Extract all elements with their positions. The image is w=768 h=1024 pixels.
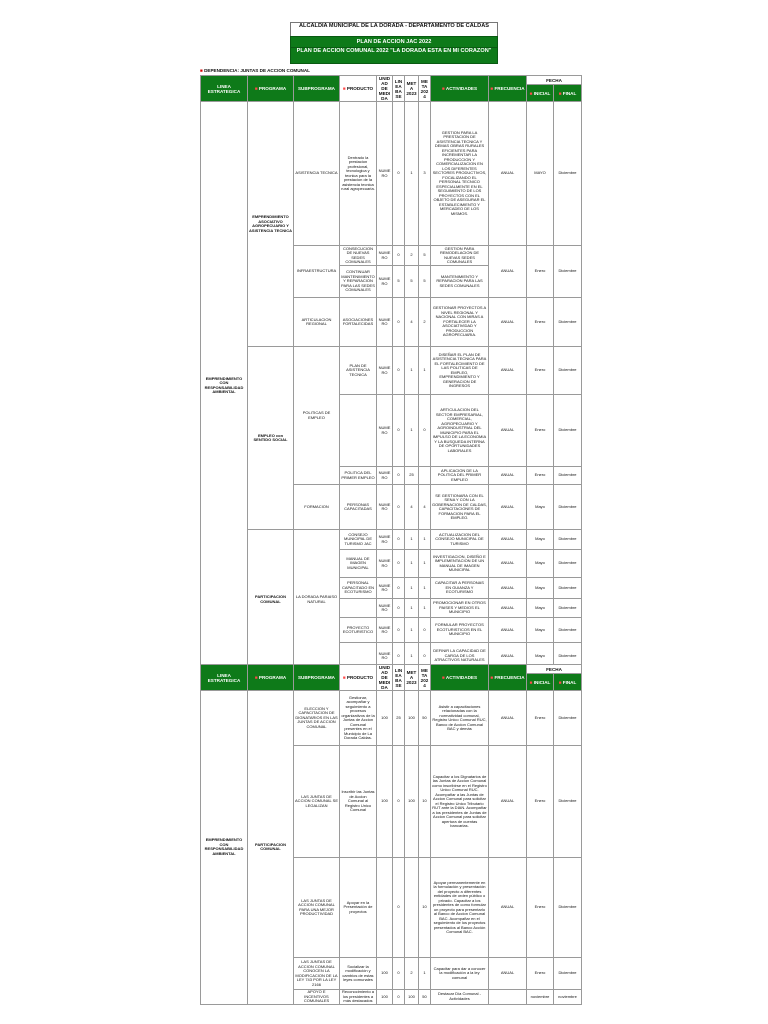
final-cell: Diciembre [554,618,582,643]
base-cell: 0 [393,990,405,1005]
col-subprograma: SUBPROGRAMA [294,76,340,102]
frecuencia-cell: ANUAL [489,599,527,618]
col-final: ■ FINAL [554,85,582,102]
producto-cell: Reconocimiento a los presidentes a más destacados [340,990,377,1005]
actividades-cell: APLICACION DE LA POLITICA DEL PRIMER EMPLEO [431,467,489,485]
col-linea-base: LINEA BASE [393,665,405,691]
col-subprograma: SUBPROGRAMA [294,665,340,691]
table-row [201,530,582,550]
base-cell: 0 [393,485,405,530]
plan-title: PLAN DE ACCION JAC 2022 [290,36,498,48]
inicial-cell: noviembre [527,990,554,1005]
meta2023-cell: 4 [405,298,419,347]
final-cell: Diciembre [554,298,582,347]
inicial-cell: Enero [527,746,554,858]
meta2024-cell: 1 [419,599,431,618]
col-meta-2024: META 2024 [419,76,431,102]
meta2023-cell: 1 [405,395,419,467]
final-cell: Diciembre [554,599,582,618]
inicial-cell: Enero [527,467,554,485]
unidad-cell: NUMERO [377,485,393,530]
final-cell: Diciembre [554,467,582,485]
producto-cell: PERSONAS CAPACITADAS [340,485,377,530]
frecuencia-cell: ANUAL [489,746,527,858]
inicial-cell: Enero [527,958,554,990]
base-cell: 0 [393,347,405,395]
actividades-cell: PROMOCIONAR EN OTROS PAISES Y MEDIOS EL MUNICIPIO [431,599,489,618]
inicial-cell: Enero [527,347,554,395]
base-cell: 0 [393,858,405,958]
base-cell: 25 [393,691,405,746]
meta2024-cell: 50 [419,990,431,1005]
base-cell: 0 [393,395,405,467]
dependencia-value: JUNTAS DE ACCION COMUNAL [240,68,310,73]
inicial-cell: Mayo [527,530,554,550]
meta2023-cell: 100 [405,746,419,858]
unidad-cell: NUMERO [377,266,393,298]
col-actividades: ■ ACTIVIDADES [431,76,489,102]
frecuencia-cell: ANUAL [489,578,527,599]
meta2024-cell [419,467,431,485]
meta2023-cell: 2 [405,958,419,990]
actividades-cell: INVESTIGACION, DISEÑO E IMPLEMENTACION DE UN MANUAL DE IMAGEN MUNICIPAL [431,550,489,578]
base-cell: 0 [393,467,405,485]
producto-cell: Gestionar, acompañar y seguimiento a procesos organizativos de la Juntas de Accion Comunal presentes en el Municipio de La Dorada Caldas. [340,691,377,746]
meta2024-cell: 1 [419,347,431,395]
col-linea-estrategica: LINEA ESTRATEGICA [201,665,248,691]
base-cell: 0 [393,746,405,858]
table-row [201,691,582,746]
inicial-cell: Mayo [527,578,554,599]
meta2024-cell: 0 [419,395,431,467]
unidad-cell: NUMERO [377,246,393,266]
frecuencia-cell: ANUAL [489,485,527,530]
final-cell: Diciembre [554,395,582,467]
meta2023-cell: 1 [405,550,419,578]
producto-cell: PROYECTO ECOTURISTICO [340,618,377,643]
subprograma-cell: ELECCION Y CAPACITACION DE DIGNATARIOS EN LAS JUNTAS DE ACCION COMUNAL [294,691,340,746]
frecuencia-cell: ANUAL [489,467,527,485]
meta2024-cell: 1 [419,958,431,990]
inicial-cell: Enero [527,298,554,347]
final-cell: Diciembre [554,485,582,530]
final-cell: Diciembre [554,550,582,578]
action-plan-table-1 [200,75,582,670]
frecuencia-cell [489,990,527,1005]
producto-cell: CONSECUCION DE NUEVAS SEDES COMUNALES [340,246,377,266]
meta2024-cell: 1 [419,578,431,599]
producto-cell: Dentrado la prestacion profesional, tecnologica y tecnica para la prestacion de la asistencia tecnica rural agropecuaria. [340,102,377,246]
meta2023-cell: 1 [405,102,419,246]
meta2024-cell: 0 [419,643,431,670]
actividades-cell: Apoyar permanentemente en la formulación y presentación del proyecto a diferentes entidades de orden público o privado. Capacitar a los presidentes de como formular un proyecto para presentarlo al Banco de Accion Comunal BAC. Acompañar en el seguimiento de los proyectos presentados al Banco Acción Comunal BAC. [431,858,489,958]
table-row [201,102,582,246]
col-meta-2023: META 2023 [405,665,419,691]
final-cell: Diciembre [554,347,582,395]
unidad-cell: NUMERO [377,395,393,467]
inicial-cell: Mayo [527,550,554,578]
unidad-cell: NUMERO [377,618,393,643]
frecuencia-cell: ANUAL [489,246,527,298]
base-cell: 5 [393,266,405,298]
col-producto: ■ PRODUCTO [340,665,377,691]
col-meta-2023: META 2023 [405,76,419,102]
col-inicial: ■ INICIAL [527,85,554,102]
actividades-cell: CAPACITAR A PERSONAS EN GUIANZA Y ECOTURISMO [431,578,489,599]
meta2024-cell: 5 [419,246,431,266]
subprograma-cell: LAS JUNTAS DE ACCION COMUNAL SE LEGALIZAN [294,746,340,858]
linea-cell: EMPRENDIMIENTO CON RESPONSABILIDAD AMBIENTAL [201,102,248,670]
unidad-cell: 100 [377,958,393,990]
meta2023-cell: 1 [405,578,419,599]
actividades-cell: SE GESTIONARA CON EL SENA Y CON LA GOBERNACION DE CALDAS, CAPACITACIONES DE FORMACION PARA EL EMPLEO. [431,485,489,530]
subprograma-cell: APOYO E INCENTIVOS COMUNALES [294,990,340,1005]
table-row [201,347,582,395]
unidad-cell [377,858,393,958]
unidad-cell: 100 [377,691,393,746]
final-cell: Diciembre [554,578,582,599]
meta2023-cell: 1 [405,347,419,395]
inicial-cell: Enero [527,858,554,958]
inicial-cell: Enero [527,246,554,298]
col-fecha: FECHA [527,665,582,674]
programa-cell: EMPRENDIMIENTO ASOCIATIVO AGROPECUARIO Y ASISTENCIA TECNICA [248,102,294,347]
dependencia-line [200,68,310,73]
producto-cell: Apoyar en la Presentación de proyectos [340,858,377,958]
final-cell: Diciembre [554,643,582,670]
base-cell: 0 [393,643,405,670]
frecuencia-cell: ANUAL [489,395,527,467]
col-linea-base: LINEA BASE [393,76,405,102]
programa-cell: PARTICIPACION COMUNAL [248,691,294,1005]
meta2023-cell: 25 [405,467,419,485]
actividades-cell: GESTIONAR PROYECTOS A NIVEL REGIONAL Y NACIONAL CON MIRAS A FORTALECER LA ASOCIATIVIDAD Y PRODUCCION AGROPECUARIA. [431,298,489,347]
frecuencia-cell: ANUAL [489,530,527,550]
frecuencia-cell: ANUAL [489,618,527,643]
action-plan-table-2 [200,664,582,1005]
col-actividades: ■ ACTIVIDADES [431,665,489,691]
actividades-cell: DISEÑAR EL PLAN DE ASISTENCIA TECNICA PARA EL FORTALECIMIENTO DE LAS POLITICAS DE EMPLEO, EMPRENDIMIENTO Y GENERACION DE INGRESOS [431,347,489,395]
col-programa: ■ PROGRAMA [248,76,294,102]
actividades-cell: Destacar Día Comunal - Actividades [431,990,489,1005]
producto-cell: Socializar la modificación y cambios de estas leyes comunales [340,958,377,990]
unidad-cell: NUMERO [377,578,393,599]
meta2023-cell: 100 [405,990,419,1005]
meta2023-cell: 2 [405,246,419,266]
meta2024-cell: 3 [419,102,431,246]
meta2024-cell: 1 [419,550,431,578]
dependencia-label: DEPENDENCIA: [204,68,240,73]
meta2024-cell: 10 [419,858,431,958]
unidad-cell: NUMERO [377,530,393,550]
col-unidad: UNIDAD DE MEDIDA [377,76,393,102]
col-inicial: ■ INICIAL [527,674,554,691]
final-cell: Diciembre [554,691,582,746]
base-cell: 0 [393,550,405,578]
meta2023-cell: 100 [405,691,419,746]
base-cell: 0 [393,102,405,246]
municipality-title: ALCALDIA MUNICIPAL DE LA DORADA - DEPARTAMENTO DE CALDAS [290,22,498,37]
inicial-cell: Mayo [527,599,554,618]
col-fecha: FECHA [527,76,582,85]
unidad-cell: 100 [377,990,393,1005]
frecuencia-cell: ANUAL [489,550,527,578]
meta2023-cell [405,858,419,958]
unidad-cell: NUMERO [377,298,393,347]
base-cell: 0 [393,618,405,643]
base-cell: 0 [393,958,405,990]
frecuencia-cell: ANUAL [489,347,527,395]
subprograma-cell: FORMACION [294,485,340,530]
producto-cell: PLAN DE ASISTENCIA TECNICA [340,347,377,395]
producto-cell: CONSEJO MUNICIPAL DE TURISMO JAC [340,530,377,550]
producto-cell: Inscribir las Juntas de Accion Comunal al Registro Unico Comunal [340,746,377,858]
plan-sheet [200,22,581,1002]
producto-cell: POLITICA DEL PRIMER EMPLEO [340,467,377,485]
meta2023-cell: 5 [405,266,419,298]
actividades-cell: GESTION PARA REMODELACION DE NUEVAS SEDES COMUNALES [431,246,489,266]
inicial-cell: Enero [527,395,554,467]
base-cell: 0 [393,578,405,599]
subprograma-cell: LAS JUNTAS DE ACCION COMUNAL PARA UNA MEJOR PRODUCTIVIDAD [294,858,340,958]
subprograma-cell: LAS JUNTAS DE ACCION COMUNAL CONOCEN LA MODIFICACION DE LA LEY 743 POR LA LEY 2166 [294,958,340,990]
programa-cell: EMPLEO con SENTIDO SOCIAL [248,347,294,530]
actividades-cell: DEFINIR LA CAPACIDAD DE CARGA DE LOS ATRACTIVOS NATURALES [431,643,489,670]
col-frecuencia: ■ FRECUENCIA [489,76,527,102]
meta2023-cell: 4 [405,485,419,530]
base-cell: 0 [393,530,405,550]
final-cell: Diciembre [554,858,582,958]
col-frecuencia: ■ FRECUENCIA [489,665,527,691]
subprograma-cell: ASISTENCIA TECNICA [294,102,340,246]
col-linea-estrategica: LINEA ESTRATEGICA [201,76,248,102]
programa-cell: PARTICIPACION COMUNAL [248,530,294,670]
inicial-cell: Mayo [527,485,554,530]
unidad-cell: NUMERO [377,467,393,485]
col-producto: ■ PRODUCTO [340,76,377,102]
actividades-cell: ACTUALIZACION DEL CONSEJO MUNICIPAL DE TURISMO [431,530,489,550]
unidad-cell: 100 [377,746,393,858]
final-cell: Diciembre [554,530,582,550]
inicial-cell: Mayo [527,643,554,670]
col-final: ■ FINAL [554,674,582,691]
final-cell: Diciembre [554,746,582,858]
actividades-cell: MANTENIMIENTO Y REPARACION PARA LAS SEDES COMUNALES [431,266,489,298]
unidad-cell: NUMERO [377,550,393,578]
frecuencia-cell: ANUAL [489,858,527,958]
subprograma-cell: INFRAESTRUCTURA [294,246,340,298]
final-cell: noviembre [554,990,582,1005]
inicial-cell: MAYO [527,102,554,246]
col-meta-2024: META 2024 [419,665,431,691]
col-unidad: UNIDAD DE MEDIDA [377,665,393,691]
plan-subtitle: PLAN DE ACCION COMUNAL 2022 "LA DORADA ESTA EN MI CORAZON" [290,47,498,64]
frecuencia-cell: ANUAL [489,102,527,246]
meta2024-cell: 0 [419,618,431,643]
linea-cell: EMPRENDIMIENTO CON RESPONSABILIDAD AMBIENTAL [201,691,248,1005]
unidad-cell: NUMERO [377,347,393,395]
frecuencia-cell: ANUAL [489,958,527,990]
actividades-cell: GESTION PARA LA PRESTACION DE ASISTENCIA TECNICA Y DEMAS OBRAS RURALES EFICIENTES PARA INCREMENTAR LA PRODUCCION Y COMERCIALIZACION EN LOS DIFERENTES SECTORES PRODUCTIVOS, FOCALIZANDO EL PERSONAL TECNICO ESPECIALMENTE EN EL SEGUIMIENTO DE LOS PROYECTOS CON EL OBJETO DE ASEGURAR EL ESTABLECIMIENTO Y MERCADEO DE LOS MISMOS. [431,102,489,246]
meta2024-cell: 5 [419,266,431,298]
frecuencia-cell: ANUAL [489,298,527,347]
meta2024-cell: 2 [419,298,431,347]
meta2023-cell: 1 [405,530,419,550]
producto-cell: MANUAL DE IMAGEN MUNICIPAL [340,550,377,578]
col-programa: ■ PROGRAMA [248,665,294,691]
unidad-cell: NUMERO [377,643,393,670]
actividades-cell: FORMULAR PROYECTOS ECOTURISTICOS EN EL MUNICIPIO [431,618,489,643]
frecuencia-cell: ANUAL [489,643,527,670]
final-cell: Diciembre [554,246,582,298]
final-cell: Diciembre [554,102,582,246]
producto-cell [340,395,377,467]
producto-cell [340,599,377,618]
meta2024-cell: 10 [419,746,431,858]
subprograma-cell: POLITICAS DE EMPLEO [294,347,340,485]
inicial-cell: Mayo [527,618,554,643]
actividades-cell: ARTICULACION DEL SECTOR EMPRESARIAL, COMERCIAL, AGROPECUARIO Y AGROINDUSTRIAL DEL MUNICIPIO PARA EL IMPULSO DE LA ECONOMIA Y LA BUSQUEDA INTERNA DE OPORTUNIDADES LABORALES [431,395,489,467]
subprograma-cell: ARTICULACION REGIONAL [294,298,340,347]
actividades-cell: Asistir a capacitaciones relacionadas con la normatividad comunal, Registro Unico Comunal RUC, Banco de Accion Comunal BAC y demás [431,691,489,746]
meta2023-cell: 1 [405,599,419,618]
dependencia-marker: ■ [200,68,203,73]
meta2024-cell: 1 [419,530,431,550]
producto-cell: CONTINUAR MANTENIMIENTO Y REPARACION PARA LAS SEDES COMUNALES [340,266,377,298]
meta2024-cell: 4 [419,485,431,530]
unidad-cell: NUMERO [377,599,393,618]
actividades-cell: Capacitar para dar a conocer la modificación a la ley comunal [431,958,489,990]
frecuencia-cell: ANUAL [489,691,527,746]
meta2023-cell: 1 [405,618,419,643]
subprograma-cell: LA DORADA PARAISO NATURAL [294,530,340,670]
base-cell: 0 [393,298,405,347]
meta2024-cell: 50 [419,691,431,746]
meta2023-cell: 1 [405,643,419,670]
producto-cell: ASOCIACIONES FORTALECIDAS [340,298,377,347]
actividades-cell: Capacitar a los Dignatarios de las Juntas de Accion Comunal como inscribirse en el Registro Unico Comunal RUC. Acompañar a las Juntas de Accion Comunal para solicitar el Registro Unico Tributario RUT ante la DIAN. Acompañar a los presidentes de Juntas de Accion Comunal para solicitar apertura de cuentas bancarias. [431,746,489,858]
base-cell: 0 [393,599,405,618]
final-cell: Diciembre [554,958,582,990]
base-cell: 0 [393,246,405,266]
inicial-cell: Enero [527,691,554,746]
producto-cell: PERSONAL CAPACITADO EN ECOTURISMO [340,578,377,599]
unidad-cell: NUMERO [377,102,393,246]
